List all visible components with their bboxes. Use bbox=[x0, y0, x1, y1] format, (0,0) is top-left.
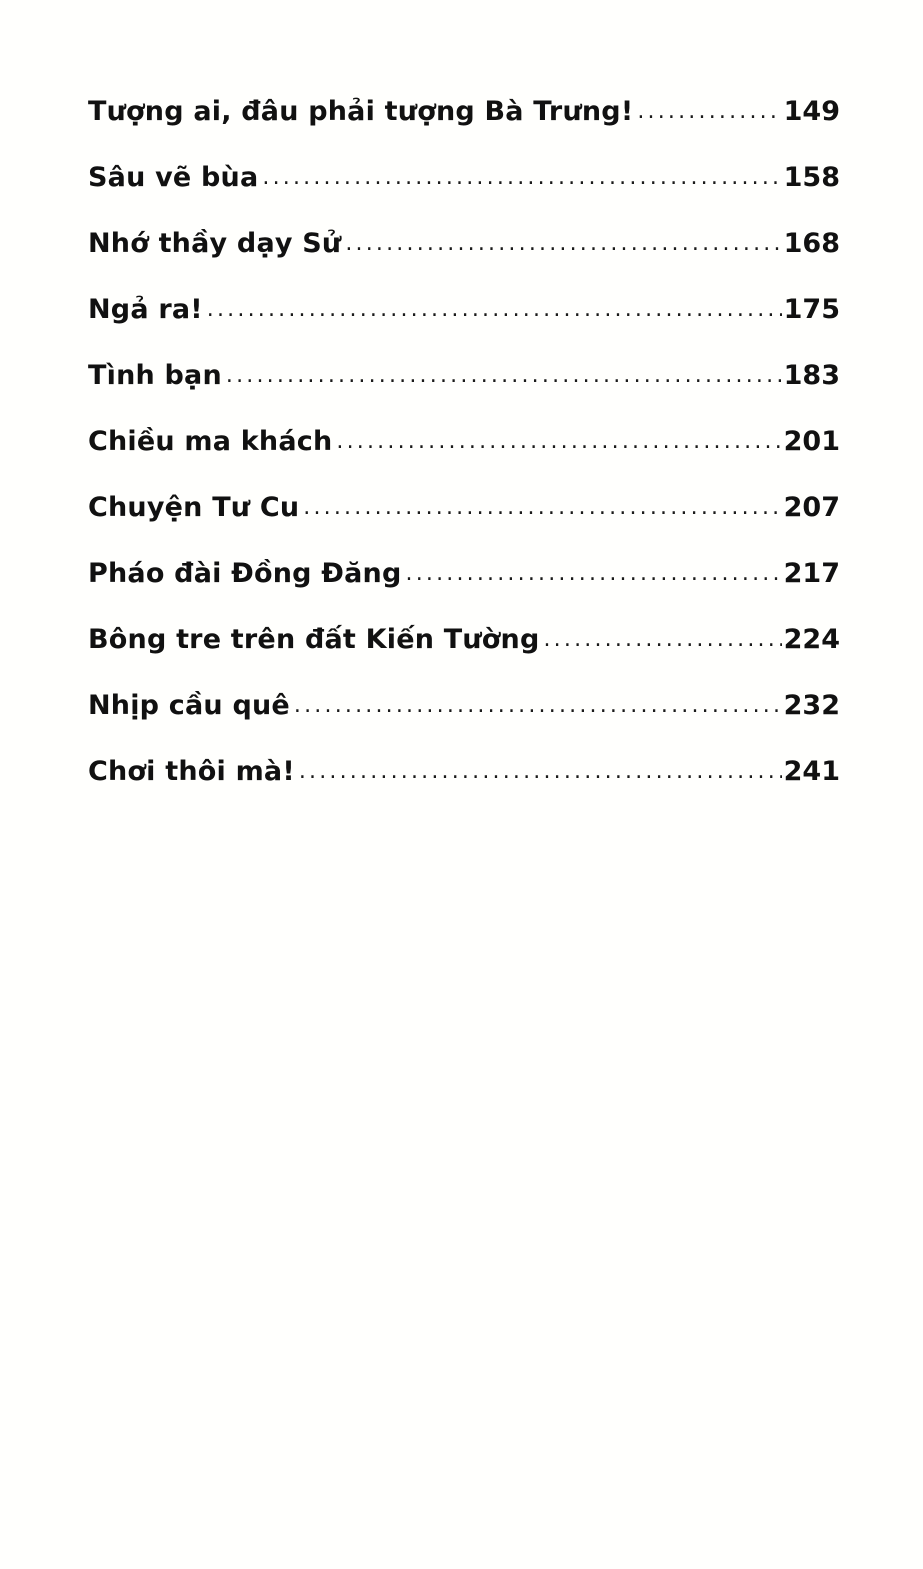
toc-entry[interactable] bbox=[88, 756, 840, 787]
toc-leader-dots bbox=[299, 761, 782, 783]
toc-leader-dots bbox=[207, 299, 782, 321]
toc-leader-dots bbox=[543, 629, 781, 651]
toc-entry-title: Chuyện Tư Cu bbox=[88, 492, 300, 523]
toc-leader-dots bbox=[336, 431, 781, 453]
toc-entry-title: Chiều ma khách bbox=[88, 426, 333, 457]
toc-entry-title: Chơi thôi mà! bbox=[88, 756, 295, 787]
toc-entry-page: 201 bbox=[783, 426, 840, 457]
toc-leader-dots bbox=[406, 563, 782, 585]
toc-entry[interactable] bbox=[88, 294, 840, 325]
toc-entry-page: 241 bbox=[783, 756, 840, 787]
toc-entry[interactable] bbox=[88, 558, 840, 589]
toc-entry-title: Nhịp cầu quê bbox=[88, 690, 290, 721]
toc-entry-page: 175 bbox=[783, 294, 840, 325]
toc-entry-title: Nhớ thầy dạy Sử bbox=[88, 228, 342, 259]
toc-entry-title: Pháo đài Đồng Đăng bbox=[88, 558, 402, 589]
toc-entry-title: Tình bạn bbox=[88, 360, 222, 391]
toc-leader-dots bbox=[345, 233, 781, 255]
toc-entry-page: 168 bbox=[783, 228, 840, 259]
toc-entry-page: 207 bbox=[783, 492, 840, 523]
toc-entry-page: 224 bbox=[783, 624, 840, 655]
toc-entry[interactable] bbox=[88, 690, 840, 721]
toc-entry-title: Ngả ra! bbox=[88, 294, 203, 325]
toc-entry[interactable] bbox=[88, 426, 840, 457]
toc-leader-dots bbox=[262, 167, 781, 189]
toc-entry[interactable] bbox=[88, 162, 840, 193]
toc-entry[interactable] bbox=[88, 360, 840, 391]
toc-leader-dots bbox=[637, 101, 781, 123]
toc-entry-title: Bông tre trên đất Kiến Tường bbox=[88, 624, 540, 655]
toc-entry-page: 183 bbox=[783, 360, 840, 391]
toc-entry[interactable] bbox=[88, 624, 840, 655]
toc-leader-dots bbox=[226, 365, 782, 387]
table-of-contents bbox=[88, 96, 840, 822]
toc-entry-page: 232 bbox=[783, 690, 840, 721]
toc-leader-dots bbox=[294, 695, 782, 717]
toc-entry-page: 217 bbox=[783, 558, 840, 589]
toc-entry-title: Tượng ai, đâu phải tượng Bà Trưng! bbox=[88, 96, 634, 127]
toc-entry[interactable] bbox=[88, 96, 840, 127]
toc-entry-page: 158 bbox=[783, 162, 840, 193]
toc-leader-dots bbox=[303, 497, 781, 519]
toc-entry[interactable] bbox=[88, 228, 840, 259]
toc-entry[interactable] bbox=[88, 492, 840, 523]
toc-entry-title: Sâu vẽ bùa bbox=[88, 162, 259, 193]
toc-entry-page: 149 bbox=[783, 96, 840, 127]
